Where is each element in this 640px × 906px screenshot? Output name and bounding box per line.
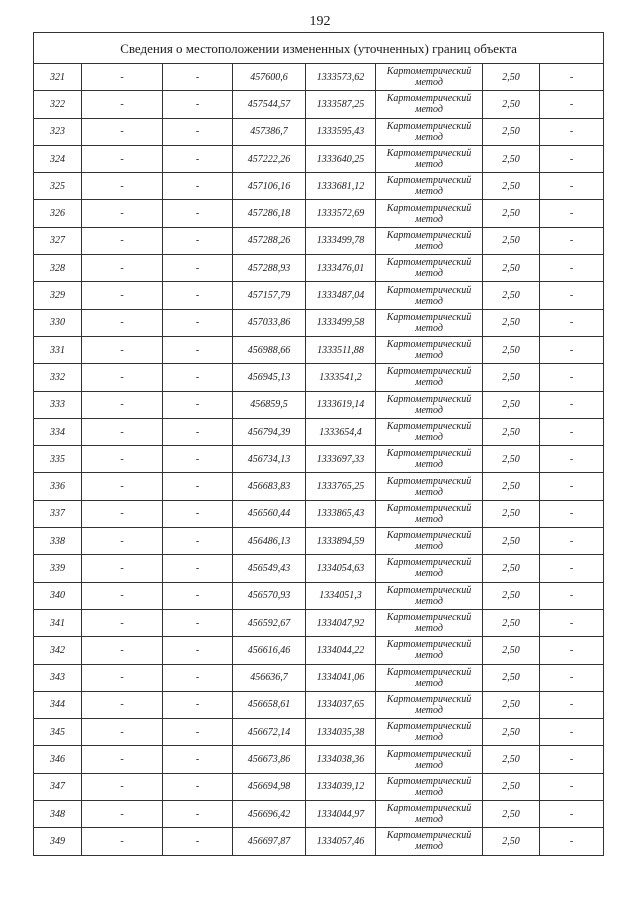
table-row <box>34 418 604 445</box>
x-coordinate-cell: 456696,42 <box>233 801 306 828</box>
point-number-cell: 347 <box>34 773 82 800</box>
point-number-cell: 326 <box>34 200 82 227</box>
table-row <box>34 227 604 254</box>
x-coordinate-cell: 456486,13 <box>233 528 306 555</box>
old-x-cell: - <box>82 473 163 500</box>
method-cell: Картометрический метод <box>376 391 483 418</box>
accuracy-cell: 2,50 <box>483 227 540 254</box>
old-y-cell: - <box>163 473 233 500</box>
old-x-cell: - <box>82 309 163 336</box>
accuracy-cell: 2,50 <box>483 746 540 773</box>
note-cell: - <box>540 118 604 145</box>
point-number-cell: 337 <box>34 500 82 527</box>
method-cell: Картометрический метод <box>376 691 483 718</box>
method-cell: Картометрический метод <box>376 255 483 282</box>
method-cell: Картометрический метод <box>376 773 483 800</box>
accuracy-cell: 2,50 <box>483 418 540 445</box>
note-cell: - <box>540 828 604 855</box>
old-y-cell: - <box>163 801 233 828</box>
method-cell: Картометрический метод <box>376 637 483 664</box>
accuracy-cell: 2,50 <box>483 145 540 172</box>
x-coordinate-cell: 456636,7 <box>233 664 306 691</box>
y-coordinate-cell: 1334037,65 <box>306 691 376 718</box>
method-cell: Картометрический метод <box>376 364 483 391</box>
note-cell: - <box>540 801 604 828</box>
table-row <box>34 801 604 828</box>
accuracy-cell: 2,50 <box>483 555 540 582</box>
note-cell: - <box>540 746 604 773</box>
old-y-cell: - <box>163 500 233 527</box>
accuracy-cell: 2,50 <box>483 719 540 746</box>
old-y-cell: - <box>163 391 233 418</box>
old-x-cell: - <box>82 391 163 418</box>
method-cell: Картометрический метод <box>376 473 483 500</box>
old-x-cell: - <box>82 500 163 527</box>
y-coordinate-cell: 1333865,43 <box>306 500 376 527</box>
x-coordinate-cell: 456734,13 <box>233 446 306 473</box>
method-cell: Картометрический метод <box>376 528 483 555</box>
point-number-cell: 335 <box>34 446 82 473</box>
old-x-cell: - <box>82 528 163 555</box>
old-x-cell: - <box>82 118 163 145</box>
old-x-cell: - <box>82 282 163 309</box>
old-y-cell: - <box>163 255 233 282</box>
note-cell: - <box>540 282 604 309</box>
note-cell: - <box>540 609 604 636</box>
note-cell: - <box>540 255 604 282</box>
y-coordinate-cell: 1334041,06 <box>306 664 376 691</box>
table-row <box>34 309 604 336</box>
table-row <box>34 691 604 718</box>
method-cell: Картометрический метод <box>376 200 483 227</box>
method-cell: Картометрический метод <box>376 609 483 636</box>
table-row <box>34 582 604 609</box>
point-number-cell: 343 <box>34 664 82 691</box>
y-coordinate-cell: 1333476,01 <box>306 255 376 282</box>
note-cell: - <box>540 555 604 582</box>
note-cell: - <box>540 200 604 227</box>
point-number-cell: 345 <box>34 719 82 746</box>
point-number-cell: 344 <box>34 691 82 718</box>
x-coordinate-cell: 457157,79 <box>233 282 306 309</box>
y-coordinate-cell: 1333511,88 <box>306 336 376 363</box>
point-number-cell: 336 <box>34 473 82 500</box>
method-cell: Картометрический метод <box>376 582 483 609</box>
method-cell: Картометрический метод <box>376 336 483 363</box>
x-coordinate-cell: 456683,83 <box>233 473 306 500</box>
y-coordinate-cell: 1334051,3 <box>306 582 376 609</box>
old-y-cell: - <box>163 118 233 145</box>
accuracy-cell: 2,50 <box>483 64 540 91</box>
y-coordinate-cell: 1333654,4 <box>306 418 376 445</box>
accuracy-cell: 2,50 <box>483 528 540 555</box>
x-coordinate-cell: 457544,57 <box>233 91 306 118</box>
y-coordinate-cell: 1333595,43 <box>306 118 376 145</box>
note-cell: - <box>540 637 604 664</box>
x-coordinate-cell: 457222,26 <box>233 145 306 172</box>
point-number-cell: 334 <box>34 418 82 445</box>
y-coordinate-cell: 1333765,25 <box>306 473 376 500</box>
method-cell: Картометрический метод <box>376 664 483 691</box>
method-cell: Картометрический метод <box>376 118 483 145</box>
note-cell: - <box>540 227 604 254</box>
x-coordinate-cell: 456658,61 <box>233 691 306 718</box>
y-coordinate-cell: 1333619,14 <box>306 391 376 418</box>
y-coordinate-cell: 1334038,36 <box>306 746 376 773</box>
old-y-cell: - <box>163 637 233 664</box>
table-row <box>34 282 604 309</box>
x-coordinate-cell: 457106,16 <box>233 173 306 200</box>
x-coordinate-cell: 457600,6 <box>233 64 306 91</box>
old-x-cell: - <box>82 255 163 282</box>
table-row <box>34 746 604 773</box>
accuracy-cell: 2,50 <box>483 309 540 336</box>
point-number-cell: 323 <box>34 118 82 145</box>
method-cell: Картометрический метод <box>376 64 483 91</box>
note-cell: - <box>540 528 604 555</box>
method-cell: Картометрический метод <box>376 555 483 582</box>
old-x-cell: - <box>82 637 163 664</box>
x-coordinate-cell: 456560,44 <box>233 500 306 527</box>
old-x-cell: - <box>82 173 163 200</box>
old-x-cell: - <box>82 801 163 828</box>
old-x-cell: - <box>82 418 163 445</box>
old-x-cell: - <box>82 64 163 91</box>
old-y-cell: - <box>163 555 233 582</box>
y-coordinate-cell: 1334057,46 <box>306 828 376 855</box>
note-cell: - <box>540 391 604 418</box>
point-number-cell: 327 <box>34 227 82 254</box>
old-x-cell: - <box>82 691 163 718</box>
note-cell: - <box>540 64 604 91</box>
old-y-cell: - <box>163 336 233 363</box>
point-number-cell: 328 <box>34 255 82 282</box>
point-number-cell: 321 <box>34 64 82 91</box>
old-y-cell: - <box>163 664 233 691</box>
table-row <box>34 719 604 746</box>
old-x-cell: - <box>82 446 163 473</box>
old-x-cell: - <box>82 828 163 855</box>
y-coordinate-cell: 1333681,12 <box>306 173 376 200</box>
note-cell: - <box>540 173 604 200</box>
point-number-cell: 349 <box>34 828 82 855</box>
old-x-cell: - <box>82 200 163 227</box>
note-cell: - <box>540 336 604 363</box>
table-row <box>34 773 604 800</box>
y-coordinate-cell: 1333697,33 <box>306 446 376 473</box>
old-y-cell: - <box>163 719 233 746</box>
accuracy-cell: 2,50 <box>483 200 540 227</box>
note-cell: - <box>540 473 604 500</box>
table-row <box>34 828 604 855</box>
y-coordinate-cell: 1334044,97 <box>306 801 376 828</box>
note-cell: - <box>540 364 604 391</box>
old-y-cell: - <box>163 446 233 473</box>
table-row <box>34 91 604 118</box>
accuracy-cell: 2,50 <box>483 637 540 664</box>
point-number-cell: 339 <box>34 555 82 582</box>
accuracy-cell: 2,50 <box>483 336 540 363</box>
x-coordinate-cell: 456592,67 <box>233 609 306 636</box>
old-y-cell: - <box>163 582 233 609</box>
point-number-cell: 322 <box>34 91 82 118</box>
old-y-cell: - <box>163 773 233 800</box>
x-coordinate-cell: 456697,87 <box>233 828 306 855</box>
x-coordinate-cell: 456549,43 <box>233 555 306 582</box>
table-row <box>34 118 604 145</box>
accuracy-cell: 2,50 <box>483 801 540 828</box>
note-cell: - <box>540 500 604 527</box>
x-coordinate-cell: 457386,7 <box>233 118 306 145</box>
x-coordinate-cell: 456570,93 <box>233 582 306 609</box>
table-row <box>34 64 604 91</box>
y-coordinate-cell: 1334054,63 <box>306 555 376 582</box>
table-row <box>34 200 604 227</box>
old-x-cell: - <box>82 336 163 363</box>
method-cell: Картометрический метод <box>376 145 483 172</box>
old-y-cell: - <box>163 200 233 227</box>
old-x-cell: - <box>82 91 163 118</box>
table-row <box>34 609 604 636</box>
note-cell: - <box>540 664 604 691</box>
note-cell: - <box>540 691 604 718</box>
note-cell: - <box>540 309 604 336</box>
point-number-cell: 330 <box>34 309 82 336</box>
point-number-cell: 341 <box>34 609 82 636</box>
y-coordinate-cell: 1333499,78 <box>306 227 376 254</box>
old-x-cell: - <box>82 364 163 391</box>
table-row <box>34 364 604 391</box>
method-cell: Картометрический метод <box>376 173 483 200</box>
table-row <box>34 391 604 418</box>
accuracy-cell: 2,50 <box>483 691 540 718</box>
x-coordinate-cell: 456672,14 <box>233 719 306 746</box>
table-row <box>34 637 604 664</box>
method-cell: Картометрический метод <box>376 746 483 773</box>
point-number-cell: 340 <box>34 582 82 609</box>
accuracy-cell: 2,50 <box>483 582 540 609</box>
accuracy-cell: 2,50 <box>483 118 540 145</box>
method-cell: Картометрический метод <box>376 418 483 445</box>
note-cell: - <box>540 719 604 746</box>
accuracy-cell: 2,50 <box>483 828 540 855</box>
accuracy-cell: 2,50 <box>483 391 540 418</box>
point-number-cell: 333 <box>34 391 82 418</box>
accuracy-cell: 2,50 <box>483 609 540 636</box>
accuracy-cell: 2,50 <box>483 173 540 200</box>
y-coordinate-cell: 1333541,2 <box>306 364 376 391</box>
old-y-cell: - <box>163 173 233 200</box>
x-coordinate-cell: 457033,86 <box>233 309 306 336</box>
note-cell: - <box>540 91 604 118</box>
point-number-cell: 342 <box>34 637 82 664</box>
table-row <box>34 145 604 172</box>
x-coordinate-cell: 456988,66 <box>233 336 306 363</box>
x-coordinate-cell: 457286,18 <box>233 200 306 227</box>
y-coordinate-cell: 1333587,25 <box>306 91 376 118</box>
table-title: Сведения о местоположении измененных (уточненных) границ объекта <box>34 33 604 64</box>
old-y-cell: - <box>163 691 233 718</box>
y-coordinate-cell: 1333573,62 <box>306 64 376 91</box>
table-row <box>34 473 604 500</box>
y-coordinate-cell: 1333572,69 <box>306 200 376 227</box>
old-x-cell: - <box>82 227 163 254</box>
table-row <box>34 446 604 473</box>
old-y-cell: - <box>163 309 233 336</box>
method-cell: Картометрический метод <box>376 309 483 336</box>
accuracy-cell: 2,50 <box>483 364 540 391</box>
x-coordinate-cell: 456945,13 <box>233 364 306 391</box>
method-cell: Картометрический метод <box>376 446 483 473</box>
old-y-cell: - <box>163 609 233 636</box>
y-coordinate-cell: 1333640,25 <box>306 145 376 172</box>
y-coordinate-cell: 1334039,12 <box>306 773 376 800</box>
accuracy-cell: 2,50 <box>483 500 540 527</box>
old-x-cell: - <box>82 555 163 582</box>
old-y-cell: - <box>163 64 233 91</box>
x-coordinate-cell: 457288,93 <box>233 255 306 282</box>
boundary-coordinates-table <box>33 32 604 856</box>
table-row <box>34 173 604 200</box>
y-coordinate-cell: 1334047,92 <box>306 609 376 636</box>
table-title-row <box>34 33 604 64</box>
table-row <box>34 500 604 527</box>
point-number-cell: 331 <box>34 336 82 363</box>
point-number-cell: 325 <box>34 173 82 200</box>
old-x-cell: - <box>82 719 163 746</box>
old-x-cell: - <box>82 746 163 773</box>
x-coordinate-cell: 456794,39 <box>233 418 306 445</box>
old-y-cell: - <box>163 145 233 172</box>
point-number-cell: 346 <box>34 746 82 773</box>
accuracy-cell: 2,50 <box>483 664 540 691</box>
accuracy-cell: 2,50 <box>483 282 540 309</box>
old-y-cell: - <box>163 418 233 445</box>
old-x-cell: - <box>82 664 163 691</box>
old-y-cell: - <box>163 227 233 254</box>
method-cell: Картометрический метод <box>376 227 483 254</box>
accuracy-cell: 2,50 <box>483 255 540 282</box>
page-number: 192 <box>309 14 331 29</box>
y-coordinate-cell: 1333894,59 <box>306 528 376 555</box>
x-coordinate-cell: 456859,5 <box>233 391 306 418</box>
x-coordinate-cell: 456694,98 <box>233 773 306 800</box>
point-number-cell: 338 <box>34 528 82 555</box>
y-coordinate-cell: 1334035,38 <box>306 719 376 746</box>
old-x-cell: - <box>82 582 163 609</box>
point-number-cell: 348 <box>34 801 82 828</box>
y-coordinate-cell: 1333499,58 <box>306 309 376 336</box>
note-cell: - <box>540 145 604 172</box>
old-y-cell: - <box>163 828 233 855</box>
method-cell: Картометрический метод <box>376 91 483 118</box>
point-number-cell: 329 <box>34 282 82 309</box>
old-y-cell: - <box>163 746 233 773</box>
old-x-cell: - <box>82 609 163 636</box>
accuracy-cell: 2,50 <box>483 773 540 800</box>
accuracy-cell: 2,50 <box>483 91 540 118</box>
old-y-cell: - <box>163 364 233 391</box>
y-coordinate-cell: 1334044,22 <box>306 637 376 664</box>
x-coordinate-cell: 456673,86 <box>233 746 306 773</box>
old-y-cell: - <box>163 282 233 309</box>
method-cell: Картометрический метод <box>376 282 483 309</box>
method-cell: Картометрический метод <box>376 500 483 527</box>
note-cell: - <box>540 418 604 445</box>
note-cell: - <box>540 446 604 473</box>
old-y-cell: - <box>163 528 233 555</box>
y-coordinate-cell: 1333487,04 <box>306 282 376 309</box>
table-row <box>34 528 604 555</box>
table-row <box>34 255 604 282</box>
accuracy-cell: 2,50 <box>483 473 540 500</box>
method-cell: Картометрический метод <box>376 719 483 746</box>
old-y-cell: - <box>163 91 233 118</box>
method-cell: Картометрический метод <box>376 828 483 855</box>
x-coordinate-cell: 457288,26 <box>233 227 306 254</box>
note-cell: - <box>540 773 604 800</box>
table-row <box>34 555 604 582</box>
table-row <box>34 664 604 691</box>
point-number-cell: 324 <box>34 145 82 172</box>
point-number-cell: 332 <box>34 364 82 391</box>
note-cell: - <box>540 582 604 609</box>
old-x-cell: - <box>82 145 163 172</box>
method-cell: Картометрический метод <box>376 801 483 828</box>
table-row <box>34 336 604 363</box>
accuracy-cell: 2,50 <box>483 446 540 473</box>
x-coordinate-cell: 456616,46 <box>233 637 306 664</box>
old-x-cell: - <box>82 773 163 800</box>
